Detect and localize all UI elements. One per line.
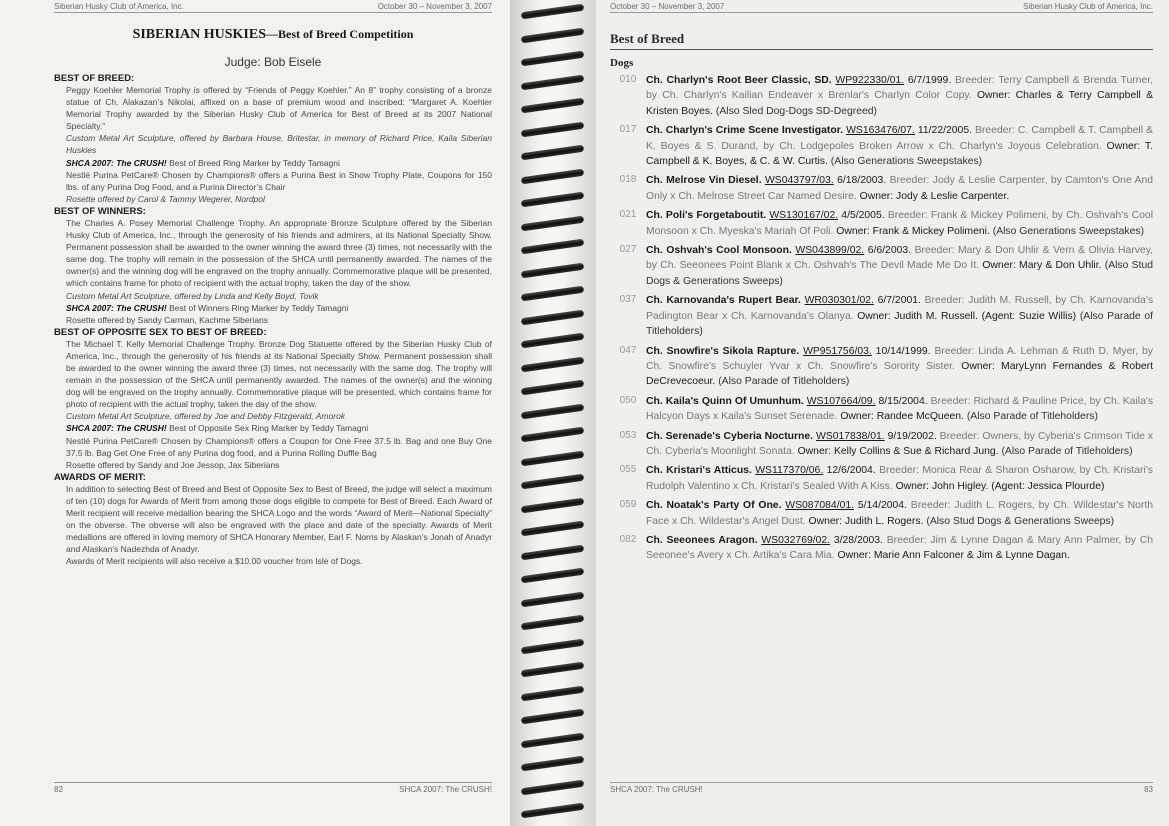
entry-note: (Also Stud Dogs & Generations Sweeps) [926, 515, 1115, 527]
dog-name: Ch. Noatak's Party Of One. [646, 500, 782, 512]
binding-coil [521, 427, 584, 443]
entry-note: (Also Parade of Titleholders) [718, 376, 850, 388]
catalog-number: 037 [619, 294, 637, 306]
award-line [54, 483, 492, 556]
crush-label: SHCA 2007: The CRUSH! [66, 423, 167, 434]
binding-coil [521, 662, 584, 678]
right-header-org: Siberian Husky Club of America, Inc. [1023, 2, 1153, 11]
binding-coil [521, 380, 584, 396]
catalog-number: 082 [619, 533, 637, 545]
dog-entry [610, 344, 1153, 390]
crush-label: SHCA 2007: The CRUSH! [66, 302, 167, 313]
dog-name: Ch. Serenade's Cyberia Nocturne. [646, 430, 814, 442]
binding-coil [521, 121, 584, 137]
award-text: Awards of Merit recipients will also receive a $10.00 voucher from Isle of Dogs. [66, 556, 363, 567]
entry-body [646, 173, 1153, 204]
breeder-info: Breeder: Richard & Pauline Price, by Ch. Kaila's Halcyon Days x Kaila's Sunset Serenade. [646, 395, 1154, 423]
owner-info: Owner: Kelly Collins & Sue & Richard Jung. [797, 445, 999, 457]
right-page-number: 83 [1144, 785, 1153, 794]
page-title [54, 27, 492, 43]
birth-date: 6/7/1999. [907, 75, 952, 86]
judge-line: Judge: Bob Eisele [224, 55, 322, 69]
entry-note: (Also Generations Sweepstakes) [992, 225, 1145, 237]
section-heading: BEST OF WINNERS: [54, 205, 146, 217]
dog-entry [610, 293, 1153, 339]
award-text: Nestlé Purina PetCare® Chosen by Champions® offers a Purina Best in Show Trophy Plate, Coupons for 150 lbs. of any Purina Dog Food, and a Purina Director’s Chair [66, 169, 492, 192]
catalog-number: 055 [619, 464, 637, 476]
birth-date: 9/19/2002. [887, 430, 937, 442]
breeder-info: Breeder: Jim & Lynne Dagan & Mary Ann Palmer, by Ch Seeonee's Avery x Ch. Artika's Cara Mia. [646, 534, 1154, 562]
award-line [54, 422, 492, 434]
dog-entries [610, 73, 1153, 564]
dog-name: Ch. Kaila's Quinn Of Umunhum. [646, 395, 804, 407]
registration-number: WS043797/03. [764, 175, 834, 187]
dog-entry [610, 73, 1153, 119]
binding-coil [521, 544, 584, 560]
entry-note: (Also Stud Dogs & Generations Sweeps) [646, 260, 1154, 287]
entry-body [646, 208, 1153, 239]
birth-date: 11/22/2005. [917, 125, 972, 137]
catalog-number: 018 [619, 174, 637, 186]
breeder-info: Breeder: Jody & Leslie Carpenter, by Camton's One And Only x Ch. Melrose Street Car Named Desire. [646, 175, 1154, 202]
binding-coil [521, 591, 584, 607]
entry-body [646, 429, 1153, 460]
registration-number: WS043899/02. [795, 245, 865, 257]
dog-entry [610, 243, 1153, 289]
birth-date: 3/28/2003. [833, 534, 883, 546]
dog-entry [610, 123, 1153, 169]
dog-name: Ch. Poli's Forgetaboutit. [646, 210, 767, 222]
award-text: Rosette offered by Carol & Tammy Wegerer, Nordpol [66, 193, 265, 204]
binding-coil [521, 803, 584, 819]
binding-coil [521, 450, 584, 466]
owner-info: Owner: Randee McQueen. [840, 411, 964, 423]
left-page-footer [54, 782, 492, 794]
entry-body [646, 243, 1153, 289]
award-line [54, 435, 492, 459]
left-page-number: 82 [54, 785, 63, 794]
spiral-binding [510, 0, 596, 826]
entry-note: (Also Generations Sweepstakes) [830, 156, 983, 168]
dog-name: Ch. Charlyn's Crime Scene Investigator. [646, 125, 844, 137]
owner-info: Owner: Marie Ann Falconer & Jim & Lynne Dagan. [837, 550, 1070, 562]
award-line [54, 302, 492, 314]
catalog-number: 017 [619, 124, 637, 136]
owner-info: Owner: Frank & Mickey Polimeni. [836, 225, 990, 237]
award-line [54, 132, 492, 156]
award-line [54, 169, 492, 193]
binding-coil [521, 98, 584, 114]
award-line [54, 217, 492, 290]
entry-body [646, 73, 1153, 119]
dogs-label: Dogs [610, 57, 634, 69]
owner-info: Owner: Judith L. Rogers. [808, 515, 924, 527]
entry-body [646, 498, 1153, 529]
award-line [54, 555, 492, 567]
award-text: Custom Metal Art Sculpture, offered by Linda and Kelly Boyd, Tovik [66, 290, 319, 301]
birth-date: 12/6/2004. [826, 465, 876, 477]
entry-note: (Also Sled Dog-Dogs SD-Degreed) [715, 105, 878, 117]
breeder-info: Breeder: Frank & Mickey Polimeni, by Ch. Oshvah's Cool Monsoon x Ch. Myeska's Mariah Of Poli. [646, 210, 1154, 237]
crush-label: SHCA 2007: The CRUSH! [66, 157, 167, 168]
catalog-number: 021 [619, 209, 637, 221]
award-line [54, 338, 492, 411]
right-page-header [610, 0, 1153, 13]
section-heading: AWARDS OF MERIT: [54, 471, 146, 483]
award-text: Rosette offered by Sandy and Joe Jessop, Jax Siberians [66, 459, 280, 470]
entry-body [646, 344, 1153, 390]
dog-entry [610, 394, 1153, 425]
entry-note: (Also Parade of Titleholders) [966, 411, 1098, 423]
breeder-info: Breeder: Owners, by Cyberia's Crimson Tide x Ch. Cyberia's Moonlight Sonata. [646, 430, 1154, 457]
title-main: SIBERIAN HUSKIES [132, 27, 266, 42]
binding-coil [521, 51, 584, 67]
catalog-number: 027 [619, 244, 637, 256]
award-sections [54, 73, 492, 567]
section-heading: BEST OF BREED: [54, 73, 135, 84]
right-footer-event: SHCA 2007: The CRUSH! [610, 785, 703, 794]
award-text: Best of Opposite Sex Ring Marker by Teddy Tamagni [166, 423, 369, 434]
binding-coil [521, 239, 584, 255]
binding-coil [521, 333, 584, 349]
binding-coil [521, 568, 584, 584]
owner-info: Owner: Jody & Leslie Carpenter. [859, 190, 1010, 202]
breeder-info: Breeder: Monica Rear & Sharon Osharow, by Ch. Kristari's Rudolph Valentino x Ch. Kristari's Sealed With A Kiss. [646, 465, 1154, 492]
entry-note: (Also Parade of Titleholders) [646, 310, 1154, 338]
binding-coil [521, 403, 584, 419]
registration-number: WP951756/03. [803, 345, 872, 357]
award-text: Nestlé Purina PetCare® Chosen by Champions® offers a Coupon for One Free 37.5 lb. Bag and one Buy One 37.5 lb. Bag Get One Free of any Purina dog food, and a Purina Rolling Duffle Bag [66, 435, 492, 458]
award-text: Custom Metal Art Sculpture, offered by Joe and Debby Fitzgerald, Amorok [66, 411, 346, 422]
left-footer-event: SHCA 2007: The CRUSH! [399, 785, 492, 794]
registration-number: WS117370/06. [755, 465, 824, 477]
binding-coil [521, 497, 584, 513]
title-sub: —Best of Breed Competition [266, 27, 414, 41]
entry-body [646, 463, 1153, 494]
binding-coil [521, 145, 584, 161]
catalog-number: 059 [619, 499, 637, 511]
award-line [54, 193, 492, 205]
birth-date: 6/7/2001. [877, 295, 921, 307]
dog-entry [610, 463, 1153, 494]
award-text: The Michael T. Kelly Memorial Challenge Trophy. Bronze Dog Statuette offered by the Siberian Husky Club of America, Inc., through the generosity of his friends at its National Specialty Show. Permanent possession shall be awarded to the owner winning the award three (3) times, not necessarily with the same dog. The trophy will remain in the possession of the SHCA until permanently awarded. The names of the owner(s) and the winning dog will be engraved on the trophy annually. Commemorative plaque will be presented, which contains frame for photo of recipient with the actual trophy, taken the day of the show. [66, 338, 492, 410]
binding-coil [521, 262, 584, 278]
binding-coil [521, 309, 584, 325]
binding-coil [521, 192, 584, 208]
dog-entry [610, 429, 1153, 460]
entry-body [646, 123, 1153, 169]
binding-coil [521, 756, 584, 772]
entry-body [646, 533, 1153, 564]
entry-note: (Also Parade of Titleholders) [1001, 445, 1133, 457]
dog-name: Ch. Charlyn's Root Beer Classic, SD. [646, 75, 832, 86]
dog-entry [610, 173, 1153, 204]
dog-name: Ch. Oshvah's Cool Monsoon. [646, 245, 792, 257]
catalog-number: 047 [619, 344, 637, 356]
left-page [0, 0, 510, 826]
owner-info: Owner: John Higley. (Agent: Jessica Plourde) [895, 480, 1105, 492]
catalog-number: 050 [619, 394, 637, 406]
birth-date: 10/14/1999. [875, 345, 931, 357]
binding-coil [521, 709, 584, 725]
birth-date: 6/18/2003. [837, 175, 887, 187]
award-text: Rosette offered by Sandy Carman, Kachme Siberians [66, 314, 269, 325]
breeder-info: Breeder: Terry Campbell & Brenda Turner, by Ch. Charlyn's Kailian Endeaver x Brenlar's Charlyn Color Copy. [646, 75, 1154, 102]
registration-number: WS087084/01. [785, 500, 855, 512]
registration-number: WS130167/02. [769, 210, 839, 222]
dog-name: Ch. Snowfire's Sikola Rapture. [646, 345, 800, 357]
dog-name: Ch. Kristari's Atticus. [646, 465, 752, 477]
binding-coil [521, 615, 584, 631]
binding-coil [521, 685, 584, 701]
section-heading: BEST OF OPPOSITE SEX TO BEST OF BREED: [54, 326, 267, 338]
entry-body [646, 293, 1153, 339]
binding-coil [521, 286, 584, 302]
award-line [54, 459, 492, 471]
catalog-number: 053 [619, 429, 637, 441]
binding-coil [521, 4, 584, 20]
award-text: The Charles A. Posey Memorial Challenge Trophy. An appropriate Bronze Sculpture offered by the Siberian Husky Club of America, Inc., through the generosity of his friends and admirers, at its National Specialty Show. Permanent possession shall be awarded to the owner winning the award three (3) times, not necessarily with the same dog. The trophy will remain in the possession of the SHCA until permanently awarded. The names of the owner(s) and the winning dog will be engraved on the trophy annually. Commemorative plaque will be presented, which contains frame for photo of recipient with the actual trophy, taken the day of the show. [66, 217, 492, 289]
breeder-info: Breeder: Linda A. Lehman & Ruth D. Myer, by Ch. Snowfire's Schuyler Yvar x Ch. Snowfire's Sorority Sister. [646, 345, 1154, 372]
entry-body [646, 394, 1153, 425]
registration-number: WP922330/01. [835, 75, 905, 86]
owner-info: Owner: Charles & Terry Campbell & Kristen Boyes. [646, 90, 1154, 117]
breeder-info: Breeder: C. Campbell & T. Campbell & K. Boyes & S. Durand, by Ch. Lodgepoles Broken Arrow x Ch. Charlyn's Joyous Celebration. [646, 125, 1153, 152]
dog-entry [610, 498, 1153, 529]
binding-coil [521, 215, 584, 231]
dog-entry [610, 533, 1153, 564]
binding-coil [521, 168, 584, 184]
right-header-dates: October 30 – November 3, 2007 [610, 2, 725, 11]
award-line [54, 84, 492, 132]
catalog-number: 010 [619, 74, 637, 85]
left-header-dates: October 30 – November 3, 2007 [377, 2, 492, 11]
binding-coil [521, 74, 584, 90]
section-title: Best of Breed [610, 31, 1153, 50]
award-line [54, 410, 492, 422]
right-page-footer [610, 782, 1153, 794]
binding-coil [521, 638, 584, 654]
left-header-org: Siberian Husky Club of America, Inc. [54, 2, 184, 11]
dog-entry [610, 208, 1153, 239]
dog-name: Ch. Seeonees Aragon. [646, 534, 758, 546]
breeder-info: Breeder: Judith M. Russell, by Ch. Karnovanda's Padington Bear x Ch. Karnovanda's Olanya. [646, 295, 1154, 322]
award-text: Best of Winners Ring Marker by Teddy Tamagni [166, 302, 349, 313]
dog-name: Ch. Melrose Vin Diesel. [646, 175, 762, 187]
award-text: Peggy Koehler Memorial Trophy is offered by “Friends of Peggy Koehler.” An 8” trophy consisting of a bronze statue of Ch. Alakazan’s Nikolai, affixed on a base of premium wood and inscribed: “Margaret A. Koehler Memorial Trophy awarded by the Siberian Husky Club of America for Best of Breed at its 2007 National Specialty.” [66, 85, 492, 132]
binding-coil [521, 521, 584, 537]
award-line [54, 157, 492, 169]
right-page [596, 0, 1169, 826]
breeder-info: Breeder: Mary & Don Uhlir & Vern & Olivia Harvey, by Ch. Seeonees Point Blank x Ch. Oshvah's The Devil Made Me Do It. [646, 245, 1154, 272]
birth-date: 8/15/2004. [878, 395, 928, 407]
award-text: In addition to selecting Best of Breed and Best of Opposite Sex to Best of Breed, the judge will select a maximum of ten (10) dogs for Awards of Merit from among those dogs eligible to compete for Best of Breed. Each Award of Merit recipient will receive medallion bearing the SHCA Logo and the words “Award of Merit—National Specialty” on the obverse. The obverse will also be engraved with the place and date of the specialty. Awards of Merit medallions are offered in loving memory of SHCA Honorary Member, Earl F. Norris by Alaskan’s Jonah of Anadyr and Alaskan’s Nadezhda of Anadyr. [66, 483, 492, 555]
left-page-header [54, 0, 492, 13]
binding-coil [521, 474, 584, 490]
breeder-info: Breeder: Judith L. Rogers, by Ch. Wildestar's North Face x Ch. Wildestar's Angel Dust. [646, 500, 1154, 527]
award-text: Custom Metal Art Sculpture, offered by Barbara House, Britestar, in memory of Richard Price, Kaila Siberian Huskies [66, 133, 492, 156]
binding-coil [521, 779, 584, 795]
registration-number: WS017838/01. [815, 430, 885, 442]
award-text: Best of Breed Ring Marker by Teddy Tamagni [166, 157, 340, 168]
award-line [54, 290, 492, 302]
award-line [54, 314, 492, 326]
registration-number: WS163476/07. [846, 125, 915, 137]
birth-date: 6/6/2003. [867, 245, 912, 257]
binding-coil [521, 27, 584, 43]
birth-date: 5/14/2004. [857, 500, 907, 512]
birth-date: 4/5/2005. [841, 210, 885, 222]
registration-number: WS107664/09. [806, 395, 876, 407]
dog-name: Ch. Karnovanda's Rupert Bear. [646, 295, 801, 307]
owner-info: Owner: Mary & Don Uhlir. [982, 260, 1102, 272]
binding-coil [521, 356, 584, 372]
registration-number: WR030301/02. [804, 295, 874, 307]
registration-number: WS032769/02. [761, 534, 831, 546]
binding-coil [521, 732, 584, 748]
owner-info: Owner: MaryLynn Fernandes & Robert DeCrevecoeur. [646, 360, 1153, 388]
owner-info: Owner: Judith M. Russell. (Agent: Suzie Willis) [857, 310, 1077, 322]
owner-info: Owner: T. Campbell & K. Boyes, & C. & W. Curtis. [646, 140, 1154, 168]
